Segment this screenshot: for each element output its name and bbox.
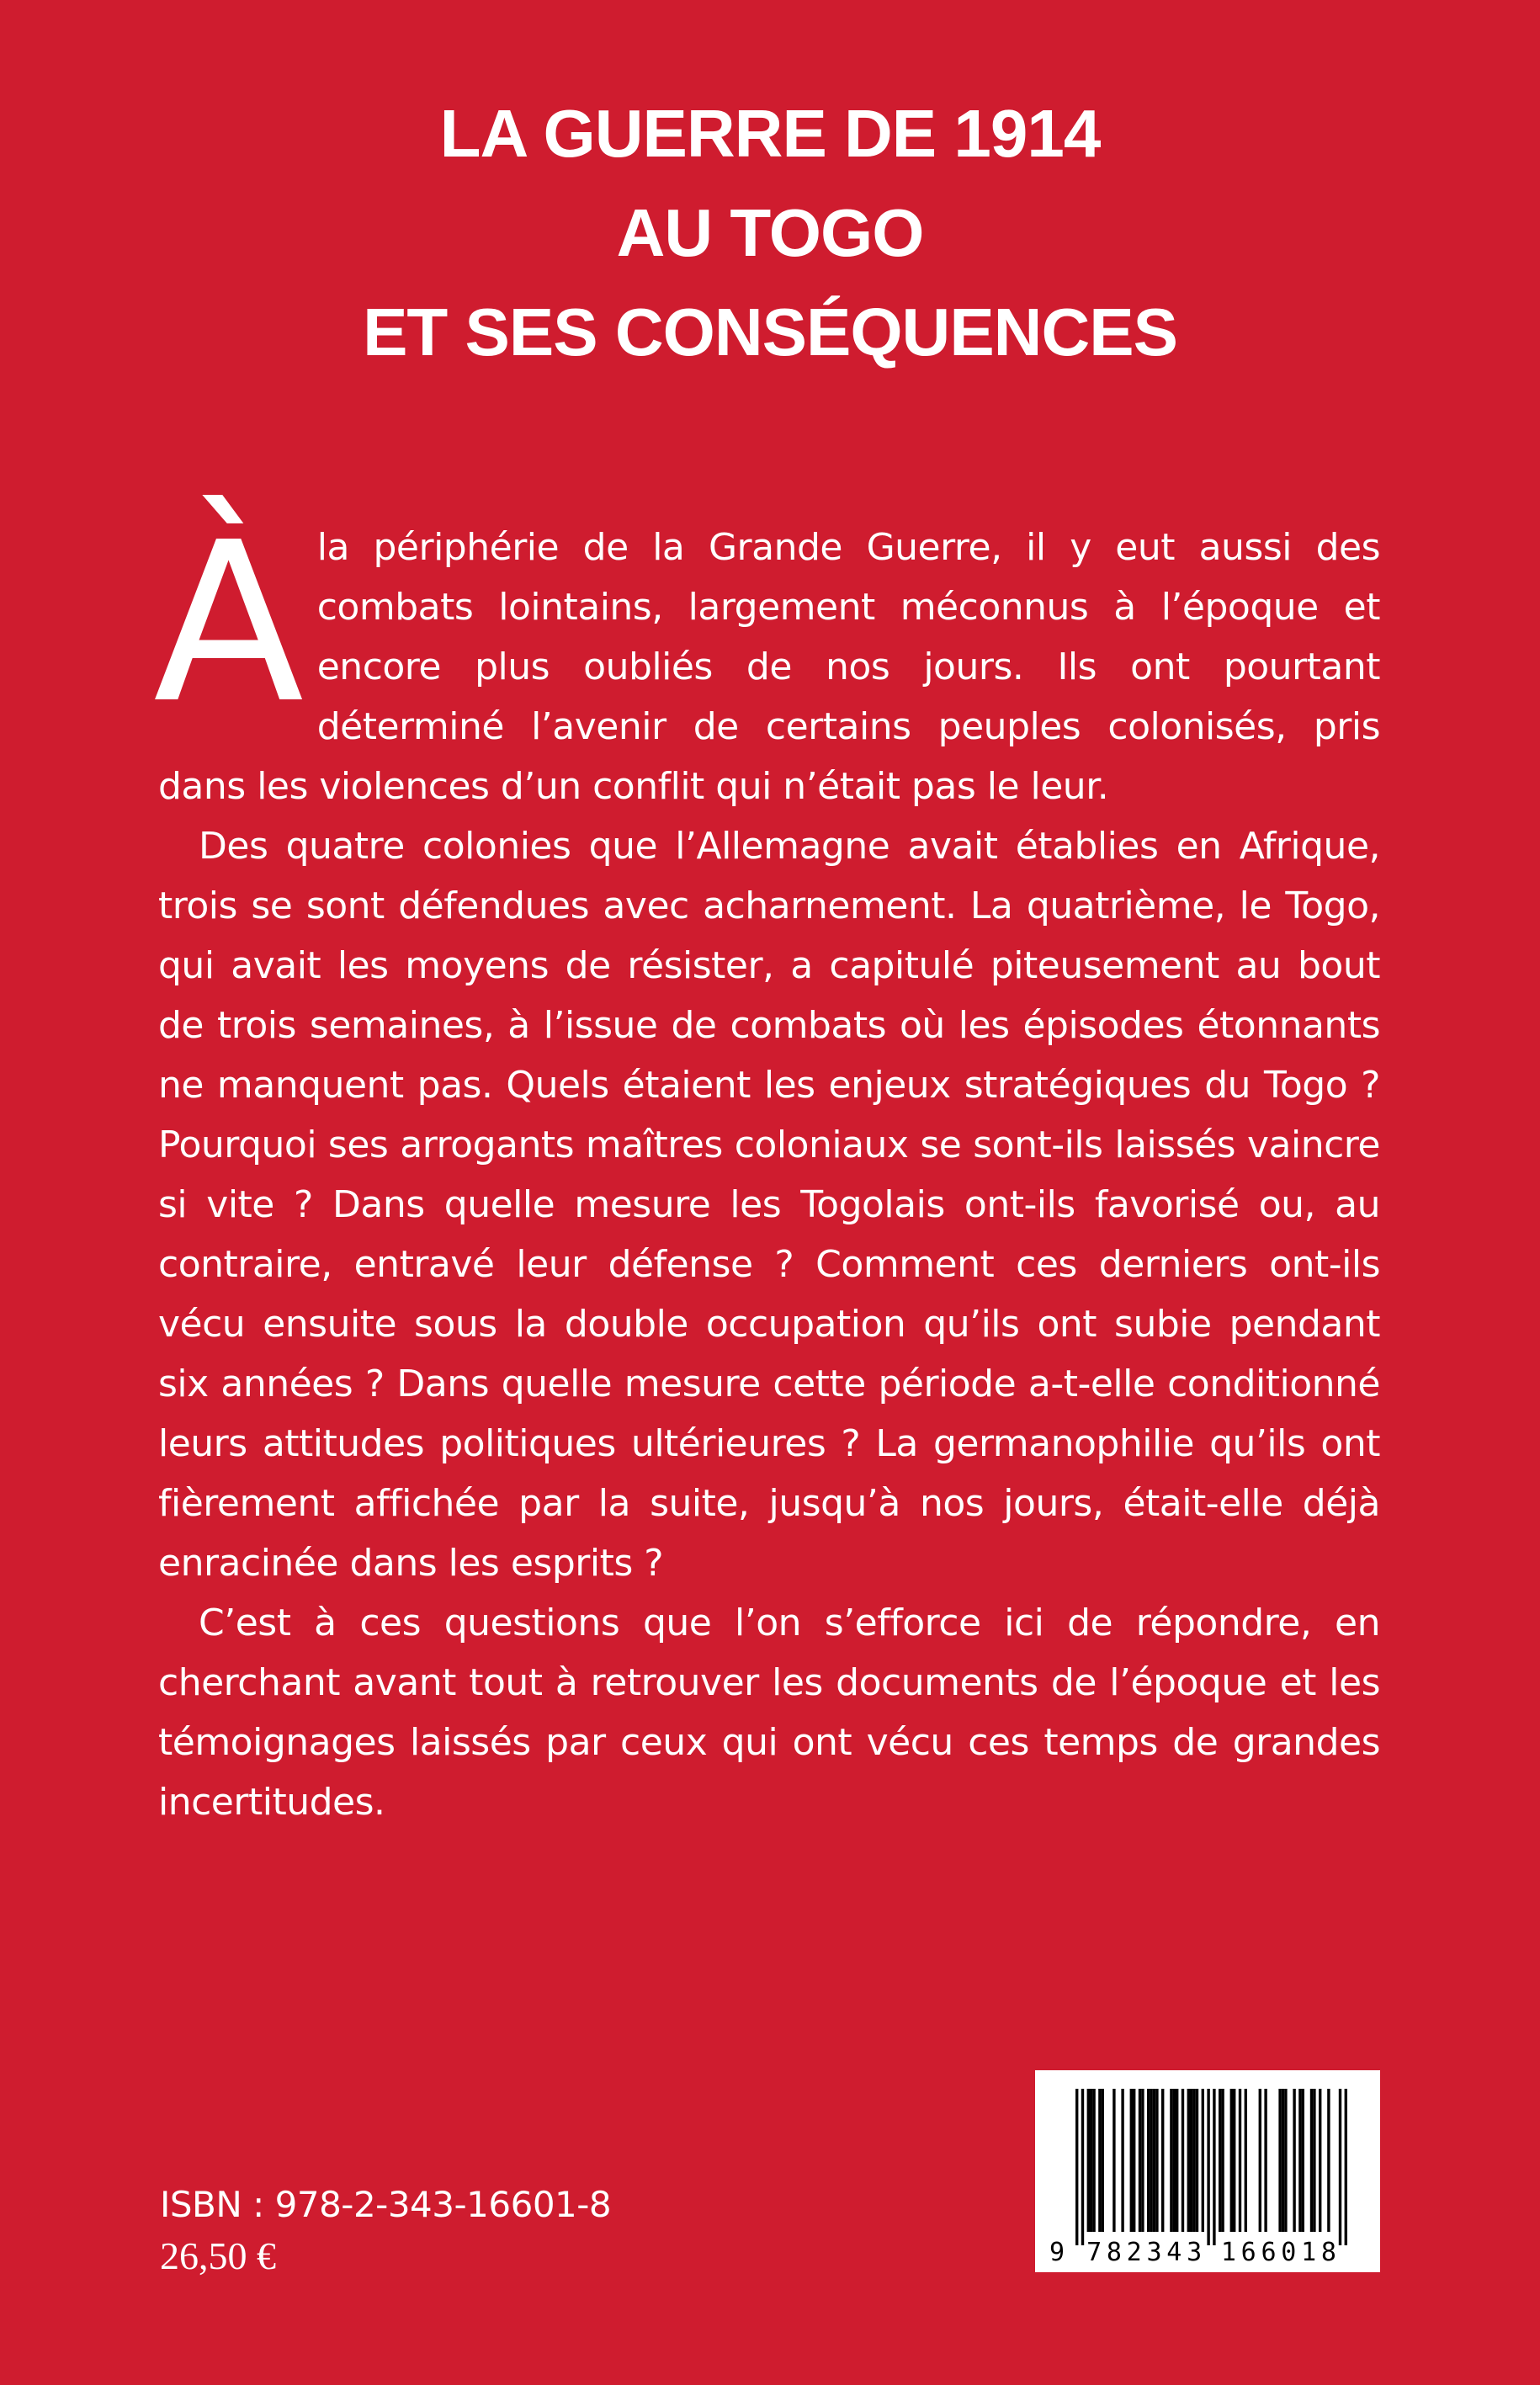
barcode-bar (1339, 2089, 1341, 2245)
barcode-digit: 7 (1086, 2238, 1102, 2267)
barcode-digit: 1 (1301, 2238, 1317, 2267)
barcode-digit: 6 (1261, 2238, 1277, 2267)
barcode-digit: 3 (1187, 2238, 1203, 2267)
barcode-digit: 2 (1126, 2238, 1142, 2267)
barcode-bar (1207, 2089, 1209, 2245)
barcode-bar (1170, 2089, 1172, 2232)
barcode-bar (1298, 2089, 1301, 2232)
barcode-bar (1278, 2089, 1281, 2232)
title-line-2: AU TOGO (616, 195, 924, 270)
barcode-bar (1133, 2089, 1135, 2232)
barcode-bar (1102, 2089, 1104, 2232)
barcode-bar (1284, 2089, 1287, 2232)
barcode-bar (1327, 2089, 1330, 2232)
barcode-bar (1098, 2089, 1101, 2232)
barcode-digit: 4 (1166, 2238, 1182, 2267)
barcode-bar (1092, 2089, 1095, 2232)
barcode-bar (1081, 2089, 1084, 2245)
barcode-bar (1182, 2089, 1184, 2232)
barcode-image (1035, 2070, 1380, 2272)
barcode-bar (1192, 2089, 1195, 2232)
blurb-paragraph-3: C’est à ces questions que l’on s’efforce ici de répondre, en cherchant avant tout à retrouver les documents de l’époque et les témoignages laissés par ceux qui ont vécu ces temps de grandes incertitudes. (158, 1602, 1380, 1824)
barcode-bar (1190, 2089, 1192, 2232)
blurb-paragraph-2: Des quatre colonies que l’Allemagne avait établies en Afrique, trois se sont défendues avec acharnement. La quatrième, le Togo, qui avait les moyens de résister, a capitulé piteusement au bout de trois semaines, à l’issue de combats où les épisodes étonnants ne manquent pas. Quels étaient les enjeux stratégiques du Togo ? Pourquoi ses arrogants maîtres coloniaux se sont-ils laissés vaincre si vite ? Dans quelle mesure les Togolais ont-ils favorisé ou, au contraire, entravé leur défense ? Comment ces derniers ont-ils vécu ensuite sous la double occupation qu’ils ont subie pendant six années ? Dans quelle mesure cette période a-t-elle conditionné leurs attitudes politiques ultérieures ? La germanophilie qu’ils ont fièrement affichée par la suite, jusqu’à nos jours, était-elle déjà enracinée dans les esprits ? (158, 825, 1380, 1585)
barcode-bar (1139, 2089, 1141, 2232)
barcode-bar (1221, 2089, 1224, 2232)
barcode-bar (1130, 2089, 1133, 2232)
barcode-bar (1176, 2089, 1178, 2232)
barcode-bar (1155, 2089, 1158, 2232)
barcode-bar (1264, 2089, 1267, 2232)
barcode-bar (1153, 2089, 1155, 2232)
barcode-bar (1150, 2089, 1152, 2232)
barcode-digit: 6 (1240, 2238, 1256, 2267)
barcode-bar (1121, 2089, 1123, 2232)
barcode-bar (1141, 2089, 1144, 2232)
barcode-bar (1282, 2089, 1284, 2232)
barcode-bar (1230, 2089, 1233, 2232)
barcode-bar (1302, 2089, 1304, 2232)
barcode-bar (1187, 2089, 1190, 2232)
barcode-bar (1173, 2089, 1176, 2232)
barcode-bar (1075, 2089, 1078, 2245)
barcode-bar (1196, 2089, 1198, 2232)
barcode-digit: 8 (1320, 2238, 1336, 2267)
barcode-bar (1087, 2089, 1090, 2232)
barcode-digit: 3 (1146, 2238, 1162, 2267)
barcode-bar (1202, 2089, 1204, 2232)
barcode-bar (1233, 2089, 1235, 2232)
barcode-bar (1239, 2089, 1241, 2232)
title-line-3: ET SES CONSÉQUENCES (363, 295, 1177, 369)
barcode-bar (1219, 2089, 1221, 2232)
barcode-bar (1147, 2089, 1150, 2232)
price-text: 26,50 € (160, 2234, 276, 2277)
title-line-1: LA GUERRE DE 1914 (439, 96, 1101, 171)
barcode-bar (1313, 2089, 1315, 2232)
drop-cap: À (153, 495, 304, 752)
barcode-bar (1213, 2089, 1215, 2245)
barcode-bar (1319, 2089, 1321, 2232)
barcode-bar (1113, 2089, 1115, 2232)
barcode-bar (1310, 2089, 1313, 2232)
barcode-bar (1259, 2089, 1261, 2232)
barcode-digit: 0 (1281, 2238, 1297, 2267)
blurb (153, 495, 1380, 1832)
barcode-digit: 9 (1049, 2238, 1065, 2267)
barcode-bar (1245, 2089, 1247, 2232)
barcode-bar (1161, 2089, 1164, 2232)
blurb-paragraph-1 (153, 495, 1380, 816)
barcode-bar (1293, 2089, 1295, 2232)
barcode-digit: 1 (1220, 2238, 1236, 2267)
barcode-digit: 8 (1106, 2238, 1122, 2267)
barcode (1035, 2070, 1380, 2272)
book-title (0, 84, 1540, 382)
barcode-bar (1090, 2089, 1092, 2232)
isbn-text: ISBN : 978-2-343-16601-8 (160, 2184, 612, 2225)
barcode-bar (1345, 2089, 1347, 2245)
blurb-paragraph-1-text: la périphérie de la Grande Guerre, il y eut aussi des combats lointains, largement méconnus à l’époque et encore plus oubliés de nos jours. Ils ont pourtant déterminé l’avenir de certains peuples colonisés, pris dans les violences d’un conflit qui n’était pas le leur. (158, 526, 1380, 808)
